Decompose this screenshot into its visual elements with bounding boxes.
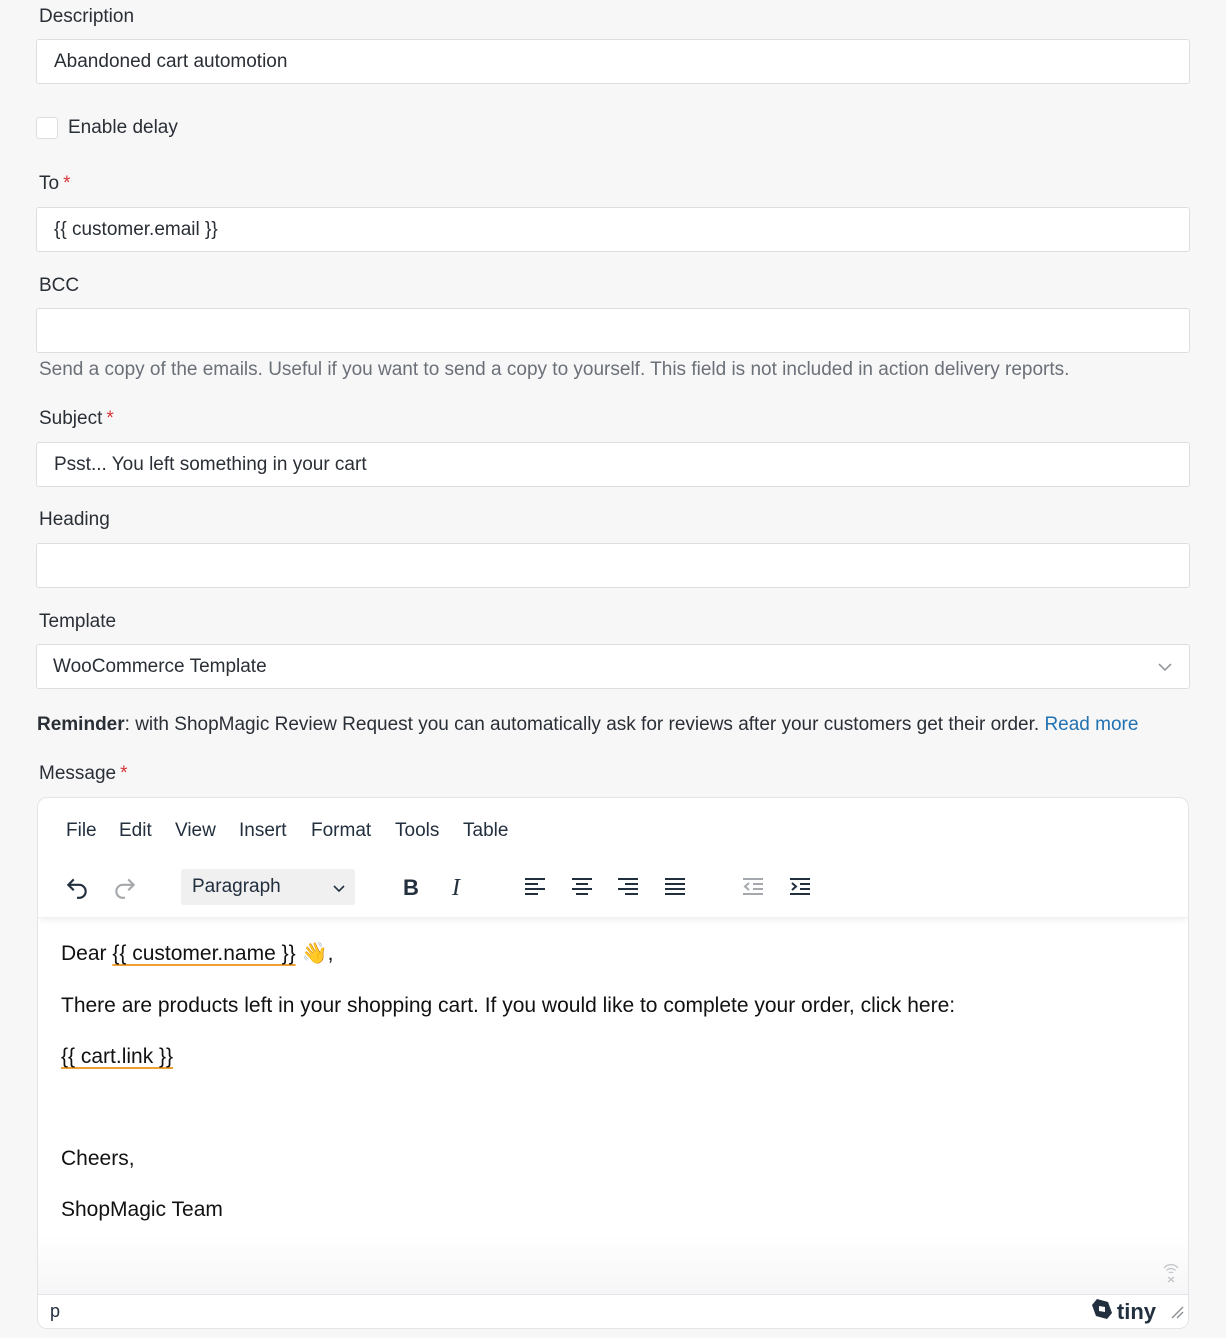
svg-text:I: I xyxy=(452,876,460,898)
bcc-input[interactable] xyxy=(36,308,1190,353)
reminder-strong: Reminder xyxy=(37,714,125,735)
signature-line: ShopMagic Team xyxy=(61,1198,223,1221)
template-label: Template xyxy=(39,611,117,632)
editor-statusbar xyxy=(38,1294,1188,1328)
align-right-icon[interactable] xyxy=(611,870,645,904)
align-justify-icon[interactable] xyxy=(658,870,692,904)
bcc-help-text: Send a copy of the emails. Useful if you want to send a copy to yourself. This field is not included in action delivery reports. xyxy=(39,359,1070,380)
body-line: There are products left in your shopping cart. If you would like to complete your order, click here: xyxy=(61,994,956,1017)
bold-icon[interactable] xyxy=(394,870,428,904)
reminder-text: : with ShopMagic Review Request you can automatically ask for reviews after your customers get their order. xyxy=(124,714,1040,735)
menu-insert[interactable]: Insert xyxy=(239,820,287,841)
greeting-line: Dear {{ customer.name }} 👋, xyxy=(61,942,334,965)
menu-view[interactable]: View xyxy=(175,820,216,841)
to-value: {{ customer.email }} xyxy=(54,218,218,240)
menu-format[interactable]: Format xyxy=(311,820,372,841)
editor-toolbar xyxy=(38,860,1188,918)
tiny-logo-icon xyxy=(1091,1298,1113,1326)
chevron-down-icon xyxy=(1157,659,1173,681)
required-marker: * xyxy=(120,763,128,784)
block-format-select[interactable] xyxy=(181,869,355,905)
rich-text-editor[interactable] xyxy=(37,797,1189,1329)
element-path[interactable]: p xyxy=(50,1301,61,1321)
subject-label: Subject * xyxy=(39,408,114,429)
tiny-label: tiny xyxy=(1116,1299,1156,1324)
menu-table[interactable]: Table xyxy=(463,820,509,841)
redo-icon[interactable] xyxy=(108,870,142,904)
description-label: Description xyxy=(39,6,135,27)
required-marker: * xyxy=(106,408,114,429)
message-label: Message * xyxy=(39,763,128,784)
content-fade xyxy=(38,1234,1188,1294)
reminder-notice xyxy=(37,714,1138,736)
resize-handle-icon[interactable] xyxy=(1170,1305,1184,1324)
description-input[interactable] xyxy=(36,39,1190,84)
subject-input[interactable] xyxy=(36,442,1190,487)
cart-link-line xyxy=(61,1045,173,1069)
closing-line: Cheers, xyxy=(61,1147,135,1170)
tiny-brand[interactable] xyxy=(1091,1298,1156,1326)
block-format-value: Paragraph xyxy=(192,876,281,897)
indent-icon[interactable] xyxy=(783,870,817,904)
customer-name-tag: {{ customer.name }} xyxy=(112,942,296,965)
required-marker: * xyxy=(63,173,71,194)
accessibility-icon[interactable] xyxy=(1162,1261,1180,1288)
template-value: WooCommerce Template xyxy=(53,655,267,677)
editor-menubar xyxy=(38,798,1188,860)
to-label: To * xyxy=(39,173,71,194)
menu-edit[interactable]: Edit xyxy=(119,820,152,841)
menu-tools[interactable]: Tools xyxy=(395,820,440,841)
enable-delay-label[interactable]: Enable delay xyxy=(68,117,178,138)
align-center-icon[interactable] xyxy=(565,870,599,904)
heading-input[interactable] xyxy=(36,543,1190,588)
italic-icon[interactable] xyxy=(440,870,474,904)
cart-link-tag: {{ cart.link }} xyxy=(61,1045,174,1068)
svg-text:B: B xyxy=(403,876,419,898)
menu-file[interactable]: File xyxy=(66,820,97,841)
chevron-down-icon xyxy=(332,880,346,902)
outdent-icon[interactable] xyxy=(736,870,770,904)
to-input[interactable] xyxy=(36,207,1190,252)
undo-icon[interactable] xyxy=(60,870,94,904)
enable-delay-checkbox[interactable] xyxy=(36,117,58,139)
heading-label: Heading xyxy=(39,509,110,530)
subject-value: Psst... You left something in your cart xyxy=(54,453,367,475)
bcc-label: BCC xyxy=(39,275,80,296)
description-value: Abandoned cart automotion xyxy=(54,50,288,72)
template-select[interactable] xyxy=(36,644,1190,689)
read-more-link[interactable]: Read more xyxy=(1044,714,1139,735)
align-left-icon[interactable] xyxy=(518,870,552,904)
